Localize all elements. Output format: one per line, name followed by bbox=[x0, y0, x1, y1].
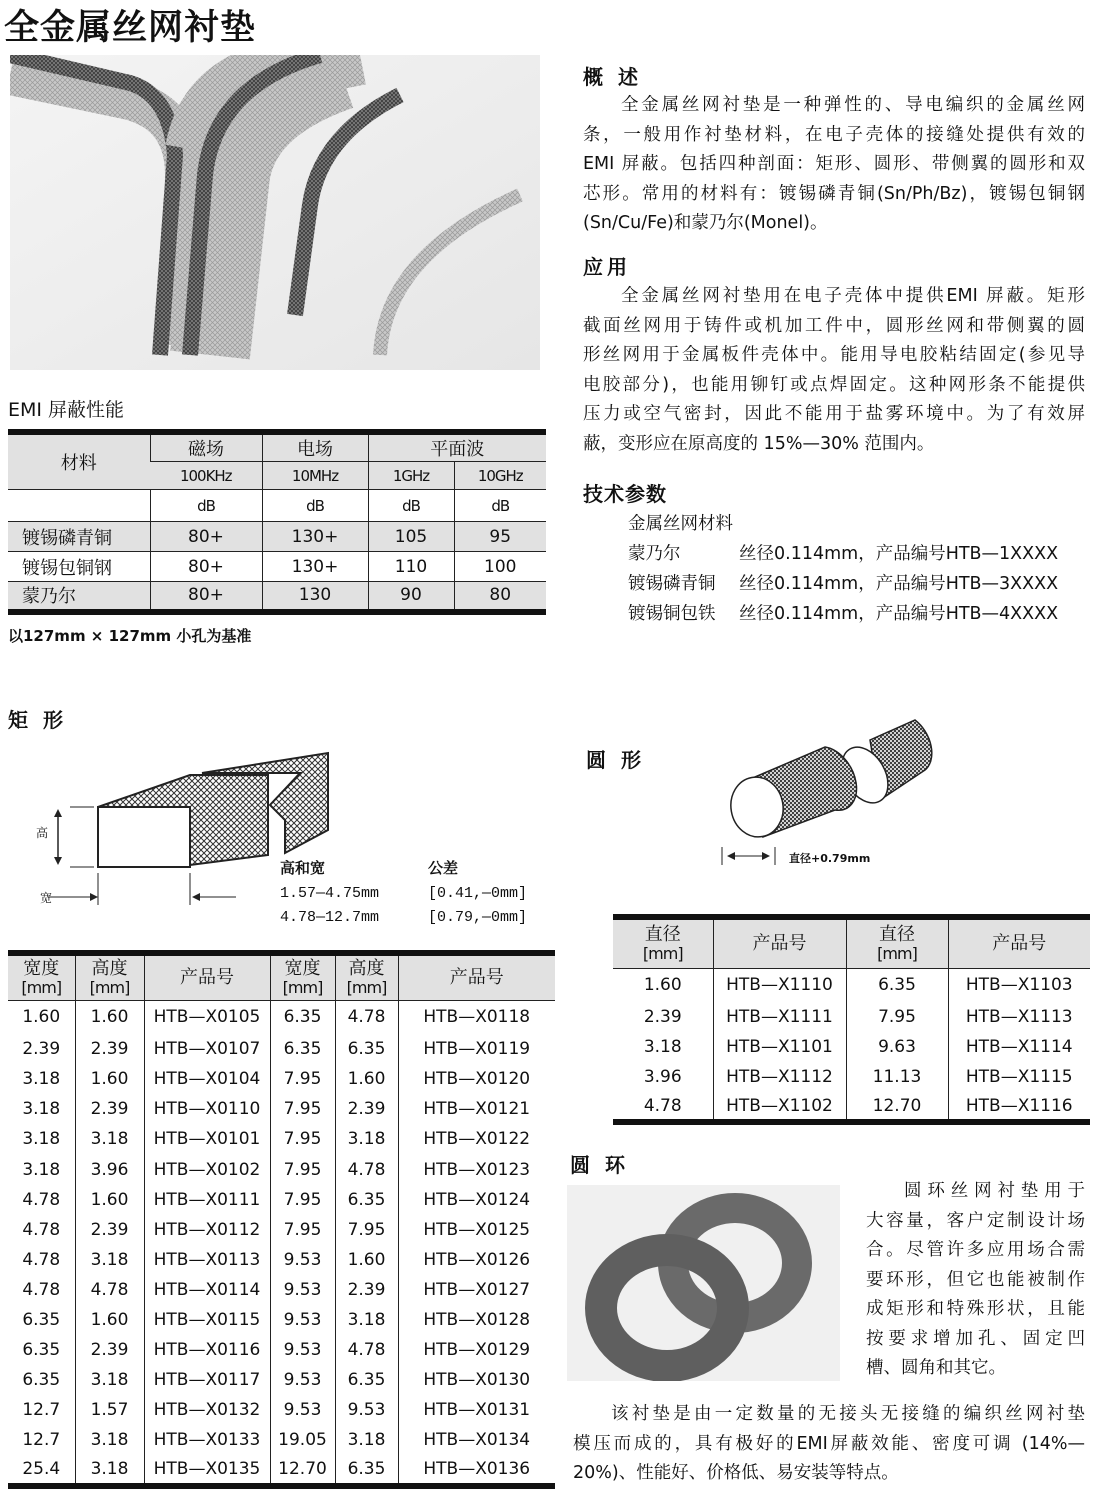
table-cell: 2.39 bbox=[75, 1094, 144, 1124]
unit-db: dB bbox=[262, 490, 368, 522]
table-row bbox=[8, 1000, 555, 1034]
paragraph-line: 压力或空气密封，因此不能用于盐雾环境中。为了有效屏 bbox=[583, 404, 1085, 424]
application-heading: 应用 bbox=[583, 255, 631, 279]
emi-value: 80+ bbox=[150, 552, 262, 582]
table-cell: 4.78 bbox=[335, 1000, 398, 1034]
table-cell: 12.7 bbox=[22, 1430, 61, 1451]
emi-row bbox=[8, 552, 546, 582]
table-row bbox=[613, 1062, 1090, 1092]
table-cell: 7.95 bbox=[846, 1002, 948, 1032]
table-cell: HTB—X0105 bbox=[144, 1000, 270, 1034]
table-cell: 1.60 bbox=[335, 1245, 398, 1275]
table-cell: HTB—X0133 bbox=[144, 1425, 270, 1455]
table-cell: 7.95 bbox=[270, 1094, 335, 1124]
table-cell: 9.53 bbox=[270, 1305, 335, 1335]
column-header-label: 产品号 bbox=[180, 967, 234, 989]
table-row bbox=[613, 1092, 1090, 1122]
table-cell: 4.78 bbox=[75, 1275, 144, 1305]
table-cell: HTB—X1110 bbox=[713, 968, 846, 1002]
application-paragraph bbox=[583, 282, 1085, 459]
table-row bbox=[8, 1154, 555, 1184]
table-cell: 3.18 bbox=[22, 1159, 61, 1180]
table-cell: 3.96 bbox=[75, 1154, 144, 1184]
paragraph-line: 芯形。常用的材料有：镀锡磷青铜(Sn/Ph/Bz)，镀锡包铜钢 bbox=[583, 183, 1085, 204]
column-header bbox=[75, 953, 144, 1000]
paragraph-line: 全金属丝网衬垫用在电子壳体中提供EMI 屏蔽。矩形 bbox=[621, 286, 1085, 306]
table-cell: HTB—X0114 bbox=[144, 1275, 270, 1305]
table-cell: 6.35 bbox=[335, 1365, 398, 1395]
paragraph-line: 条，一般用作衬垫材料，在电子壳体的接缝处提供有效的 bbox=[583, 124, 1085, 145]
paragraph-line: 全金属丝网衬垫是一种弹性的、导电编织的金属丝网 bbox=[621, 95, 1085, 115]
specs-subheading: 金属丝网材料 bbox=[628, 514, 733, 534]
material-name: 镀锡包铜钢 bbox=[22, 557, 112, 579]
column-header-label: 宽度 bbox=[284, 957, 321, 979]
table-row bbox=[8, 1395, 555, 1425]
table-cell: 9.63 bbox=[846, 1032, 948, 1062]
paragraph-line: 合。尽管许多应用场合需 bbox=[866, 1240, 1085, 1260]
ring-bottom-paragraph bbox=[573, 1400, 1085, 1489]
table-cell: HTB—X1102 bbox=[713, 1092, 846, 1122]
column-header-label: 高度 bbox=[91, 957, 128, 979]
table-cell: HTB—X1114 bbox=[948, 1032, 1090, 1062]
table-cell: HTB—X0127 bbox=[398, 1275, 555, 1305]
material-name: 镀锡磷青铜 bbox=[22, 527, 112, 549]
spec-detail: 丝径0.114mm，产品编号HTB—1XXXX bbox=[739, 544, 1059, 564]
table-cell: HTB—X0126 bbox=[398, 1245, 555, 1275]
overview-heading: 概 述 bbox=[583, 65, 642, 89]
table-cell: HTB—X0101 bbox=[144, 1124, 270, 1154]
emi-value: 130 bbox=[262, 582, 368, 612]
table-cell: 4.78 bbox=[335, 1335, 398, 1365]
table-row bbox=[8, 1425, 555, 1455]
spec-row bbox=[628, 569, 1058, 599]
table-header-row bbox=[8, 953, 555, 1000]
column-header-unit: [mm] bbox=[282, 977, 323, 997]
column-header bbox=[948, 917, 1090, 968]
paragraph-line: 20%)、性能好、价格低、易安装等特点。 bbox=[573, 1463, 899, 1483]
table-cell: 19.05 bbox=[270, 1425, 335, 1455]
table-cell: 3.96 bbox=[643, 1067, 682, 1087]
table-cell: 4.78 bbox=[22, 1219, 61, 1240]
table-cell: 9.53 bbox=[270, 1245, 335, 1275]
table-cell: 4.78 bbox=[643, 1095, 682, 1116]
table-cell: HTB—X0113 bbox=[144, 1245, 270, 1275]
table-cell: 6.35 bbox=[270, 1000, 335, 1034]
specs-heading: 技术参数 bbox=[583, 482, 667, 506]
emi-value: 95 bbox=[454, 522, 546, 552]
table-cell: 9.53 bbox=[270, 1275, 335, 1305]
table-cell: 7.95 bbox=[270, 1124, 335, 1154]
table-cell: 7.95 bbox=[270, 1215, 335, 1245]
column-header-label: 直径 bbox=[644, 923, 681, 945]
rect-product-table bbox=[8, 950, 555, 1489]
paragraph-line: 成矩形和特殊形状，且能 bbox=[866, 1299, 1085, 1319]
table-cell: HTB—X1111 bbox=[713, 1002, 846, 1032]
table-cell: 1.60 bbox=[75, 1185, 144, 1215]
table-cell: 9.53 bbox=[335, 1395, 398, 1425]
table-row bbox=[8, 1094, 555, 1124]
paragraph-line: 按要求增加孔、固定凹 bbox=[866, 1328, 1085, 1349]
table-row bbox=[8, 1275, 555, 1305]
table-cell: HTB—X1115 bbox=[948, 1062, 1090, 1092]
table-cell: HTB—X0110 bbox=[144, 1094, 270, 1124]
mesh-gasket-photo bbox=[10, 55, 540, 370]
table-cell: 9.53 bbox=[270, 1335, 335, 1365]
emi-value: 110 bbox=[368, 552, 454, 582]
table-cell: HTB—X1113 bbox=[948, 1002, 1090, 1032]
ring-side-paragraph bbox=[866, 1177, 1085, 1384]
emi-note: 以127mm × 127mm 小孔为基准 bbox=[8, 627, 252, 645]
column-header-label: 产品号 bbox=[752, 933, 807, 955]
table-cell: HTB—X0123 bbox=[398, 1154, 555, 1184]
table-cell: 4.78 bbox=[22, 1279, 61, 1300]
column-header-unit: [mm] bbox=[642, 943, 683, 963]
paragraph-line: 圆环丝网衬垫用于 bbox=[904, 1181, 1085, 1201]
table-row bbox=[8, 1064, 555, 1094]
width-label: 宽 bbox=[40, 891, 53, 905]
spec-detail: 丝径0.114mm，产品编号HTB—4XXXX bbox=[739, 604, 1059, 624]
emi-performance-table bbox=[8, 429, 546, 615]
table-cell: HTB—X0130 bbox=[398, 1365, 555, 1395]
table-cell: HTB—X0125 bbox=[398, 1215, 555, 1245]
table-row bbox=[8, 1335, 555, 1365]
table-cell: 6.35 bbox=[270, 1034, 335, 1064]
column-header-label: 产品号 bbox=[449, 967, 504, 989]
table-header-row bbox=[613, 917, 1090, 968]
table-cell: HTB—X1116 bbox=[948, 1092, 1090, 1122]
table-cell: 6.35 bbox=[335, 1034, 398, 1064]
table-cell: 2.39 bbox=[643, 1007, 682, 1027]
column-header bbox=[846, 917, 948, 968]
emi-value: 90 bbox=[368, 582, 454, 612]
rect-heading: 矩 形 bbox=[8, 708, 67, 732]
column-header-unit: [mm] bbox=[346, 977, 387, 997]
table-cell: 3.18 bbox=[22, 1099, 61, 1120]
table-cell: HTB—X0129 bbox=[398, 1335, 555, 1365]
table-cell: 3.18 bbox=[75, 1245, 144, 1275]
column-header bbox=[335, 953, 398, 1000]
table-cell: 3.18 bbox=[643, 1037, 682, 1057]
column-header-label: 产品号 bbox=[992, 933, 1047, 955]
column-header bbox=[8, 953, 75, 1000]
table-row bbox=[8, 1455, 555, 1485]
table-cell: 6.35 bbox=[22, 1370, 61, 1391]
table-row bbox=[613, 968, 1090, 1002]
emi-value: 80 bbox=[454, 582, 546, 612]
table-cell: 3.18 bbox=[22, 1069, 61, 1090]
emi-value: 80+ bbox=[150, 582, 262, 612]
column-header-label: 宽度 bbox=[23, 957, 60, 979]
table-cell: 3.18 bbox=[75, 1365, 144, 1395]
table-cell: 3.18 bbox=[22, 1129, 61, 1150]
emi-row bbox=[8, 582, 546, 612]
table-cell: HTB—X0118 bbox=[398, 1000, 555, 1034]
table-cell: HTB—X1103 bbox=[948, 968, 1090, 1002]
table-cell: 7.95 bbox=[270, 1185, 335, 1215]
table-cell: HTB—X0134 bbox=[398, 1425, 555, 1455]
paragraph-line: 要环形，但它也能被制作 bbox=[866, 1269, 1085, 1290]
table-cell: 4.78 bbox=[22, 1189, 61, 1210]
table-cell: HTB—X0128 bbox=[398, 1305, 555, 1335]
size-range: 1.57—4.75mm bbox=[280, 885, 380, 902]
tolerance-table bbox=[280, 856, 527, 930]
table-cell: HTB—X0122 bbox=[398, 1124, 555, 1154]
unit-db: dB bbox=[454, 490, 546, 522]
freq-1ghz: 1GHz bbox=[368, 462, 454, 490]
table-cell: 6.35 bbox=[335, 1185, 398, 1215]
tolerance-header: 公差 bbox=[428, 859, 459, 877]
column-header-label: 高度 bbox=[348, 957, 385, 979]
table-cell: 1.60 bbox=[75, 1305, 144, 1335]
spec-row bbox=[628, 539, 1058, 569]
paragraph-line: 该衬垫是由一定数量的无接头无接缝的编织丝网衬垫 bbox=[611, 1404, 1085, 1424]
emi-value: 100 bbox=[454, 552, 546, 582]
table-row bbox=[8, 1365, 555, 1395]
paragraph-line: 蔽，变形应在原高度的 15%—30% 范围内。 bbox=[583, 433, 935, 454]
table-cell: 1.57 bbox=[75, 1395, 144, 1425]
paragraph-line: 截面丝网用于铸件或机加工件中，圆形丝网和带侧翼的圆 bbox=[583, 315, 1085, 336]
table-row bbox=[8, 1124, 555, 1154]
overview-paragraph bbox=[583, 91, 1085, 239]
table-cell: 3.18 bbox=[335, 1425, 398, 1455]
table-cell: HTB—X0107 bbox=[144, 1034, 270, 1064]
table-cell: HTB—X0102 bbox=[144, 1154, 270, 1184]
table-cell: 1.60 bbox=[335, 1064, 398, 1094]
tolerance-value: [0.41,—0mm] bbox=[428, 885, 528, 902]
paragraph-line: 形丝网用于金属板件壳体中。能用导电胶粘结固定(参见导 bbox=[583, 345, 1085, 365]
table-row bbox=[8, 1034, 555, 1064]
round-heading: 圆 形 bbox=[586, 748, 645, 772]
table-cell: 12.70 bbox=[270, 1455, 335, 1485]
emi-row bbox=[8, 522, 546, 552]
paragraph-line: EMI 屏蔽。包括四种剖面：矩形、圆形、带侧翼的圆形和双 bbox=[583, 154, 1085, 174]
table-cell: 7.95 bbox=[335, 1215, 398, 1245]
unit-db: dB bbox=[150, 490, 262, 522]
header-plane-wave: 平面波 bbox=[368, 432, 546, 462]
table-cell: 2.39 bbox=[75, 1034, 144, 1064]
emi-value: 80+ bbox=[150, 522, 262, 552]
page-title: 全金属丝网衬垫 bbox=[4, 8, 257, 48]
ring-gasket-photo bbox=[567, 1185, 840, 1381]
specs-list bbox=[628, 509, 1058, 629]
table-cell: 2.39 bbox=[335, 1094, 398, 1124]
table-cell: HTB—X0132 bbox=[144, 1395, 270, 1425]
emi-heading: EMI 屏蔽性能 bbox=[8, 399, 125, 421]
table-cell: HTB—X0111 bbox=[144, 1185, 270, 1215]
column-header bbox=[144, 953, 270, 1000]
freq-10mhz: 10MHz bbox=[262, 462, 368, 490]
emi-value: 130+ bbox=[262, 522, 368, 552]
table-cell: 2.39 bbox=[75, 1335, 144, 1365]
column-header bbox=[398, 953, 555, 1000]
table-cell: 2.39 bbox=[22, 1039, 61, 1060]
round-profile-diagram bbox=[715, 715, 945, 870]
table-cell: 3.18 bbox=[335, 1124, 398, 1154]
table-cell: 6.35 bbox=[335, 1455, 398, 1485]
table-cell: HTB—X0112 bbox=[144, 1215, 270, 1245]
table-cell: 12.70 bbox=[846, 1092, 948, 1122]
column-header-unit: [mm] bbox=[877, 943, 917, 963]
ring-heading: 圆 环 bbox=[570, 1153, 629, 1177]
tolerance-value: [0.79,—0mm] bbox=[428, 909, 528, 926]
table-cell: 9.53 bbox=[270, 1395, 335, 1425]
table-cell: HTB—X0121 bbox=[398, 1094, 555, 1124]
column-header-unit: [mm] bbox=[21, 977, 62, 997]
spec-detail: 丝径0.114mm，产品编号HTB—3XXXX bbox=[739, 574, 1059, 594]
table-row bbox=[8, 1185, 555, 1215]
column-header bbox=[713, 917, 846, 968]
freq-10ghz: 10GHz bbox=[454, 462, 546, 490]
size-range: 4.78—12.7mm bbox=[280, 909, 380, 926]
table-cell: 7.95 bbox=[270, 1064, 335, 1094]
table-cell: 1.60 bbox=[75, 1064, 144, 1094]
table-cell: 11.13 bbox=[846, 1062, 948, 1092]
emi-value: 105 bbox=[368, 522, 454, 552]
height-label: 高 bbox=[36, 826, 49, 840]
table-cell: 6.35 bbox=[22, 1309, 61, 1330]
table-cell: 9.53 bbox=[270, 1365, 335, 1395]
table-row bbox=[8, 1215, 555, 1245]
diameter-label: 直径+0.79mm bbox=[789, 852, 871, 865]
table-cell: 12.7 bbox=[22, 1400, 61, 1421]
paragraph-line: (Sn/Cu/Fe)和蒙乃尔(Monel)。 bbox=[583, 213, 828, 233]
paragraph-line: 电胶部分)，也能用铆钉或点焊固定。这种网形条不能提供 bbox=[583, 374, 1085, 395]
table-cell: 2.39 bbox=[335, 1275, 398, 1305]
table-cell: HTB—X1112 bbox=[713, 1062, 846, 1092]
table-cell: 6.35 bbox=[846, 968, 948, 1002]
table-cell: HTB—X0120 bbox=[398, 1064, 555, 1094]
table-cell: 7.95 bbox=[270, 1154, 335, 1184]
emi-value: 130+ bbox=[262, 552, 368, 582]
size-header: 高和宽 bbox=[280, 859, 326, 877]
table-cell: 25.4 bbox=[22, 1458, 61, 1479]
column-header bbox=[270, 953, 335, 1000]
table-cell: 3.18 bbox=[75, 1124, 144, 1154]
spec-material: 镀锡磷青铜 bbox=[628, 574, 716, 594]
paragraph-line: 模压而成的，具有极好的EMI屏蔽效能、密度可调 (14%— bbox=[573, 1433, 1085, 1454]
table-cell: 3.18 bbox=[75, 1425, 144, 1455]
spec-row bbox=[628, 599, 1058, 629]
table-row bbox=[613, 1002, 1090, 1032]
table-cell: HTB—X0119 bbox=[398, 1034, 555, 1064]
table-cell: 6.35 bbox=[22, 1340, 61, 1361]
freq-100khz: 100KHz bbox=[179, 466, 232, 485]
header-magnetic: 磁场 bbox=[150, 432, 262, 462]
header-electric: 电场 bbox=[262, 432, 368, 462]
table-row bbox=[613, 1032, 1090, 1062]
table-cell: HTB—X0135 bbox=[144, 1455, 270, 1485]
table-row bbox=[8, 1245, 555, 1275]
table-cell: HTB—X0117 bbox=[144, 1365, 270, 1395]
column-header-label: 直径 bbox=[879, 923, 915, 945]
table-cell: 1.60 bbox=[643, 975, 682, 996]
material-name: 蒙乃尔 bbox=[22, 586, 76, 608]
header-material: 材料 bbox=[60, 453, 97, 474]
table-cell: 1.60 bbox=[75, 1000, 144, 1034]
paragraph-line: 大容量，客户定制设计场 bbox=[866, 1210, 1085, 1231]
paragraph-line: 槽、圆角和其它。 bbox=[866, 1358, 1006, 1378]
table-cell: 3.18 bbox=[335, 1305, 398, 1335]
round-product-table bbox=[613, 914, 1090, 1125]
column-header bbox=[613, 917, 713, 968]
spec-material: 镀锡铜包铁 bbox=[628, 604, 716, 624]
table-cell: HTB—X0136 bbox=[398, 1455, 555, 1485]
column-header-unit: [mm] bbox=[89, 977, 130, 997]
table-cell: HTB—X1101 bbox=[713, 1032, 846, 1062]
table-cell: 1.60 bbox=[22, 1007, 61, 1028]
spec-material: 蒙乃尔 bbox=[628, 544, 681, 564]
table-cell: HTB—X0131 bbox=[398, 1395, 555, 1425]
unit-db: dB bbox=[368, 490, 454, 522]
table-cell: 3.18 bbox=[75, 1455, 144, 1485]
table-cell: HTB—X0104 bbox=[144, 1064, 270, 1094]
table-cell: HTB—X0124 bbox=[398, 1185, 555, 1215]
table-cell: HTB—X0115 bbox=[144, 1305, 270, 1335]
table-cell: HTB—X0116 bbox=[144, 1335, 270, 1365]
table-cell: 4.78 bbox=[335, 1154, 398, 1184]
table-cell: 4.78 bbox=[22, 1249, 61, 1270]
table-row bbox=[8, 1305, 555, 1335]
table-cell: 2.39 bbox=[75, 1215, 144, 1245]
